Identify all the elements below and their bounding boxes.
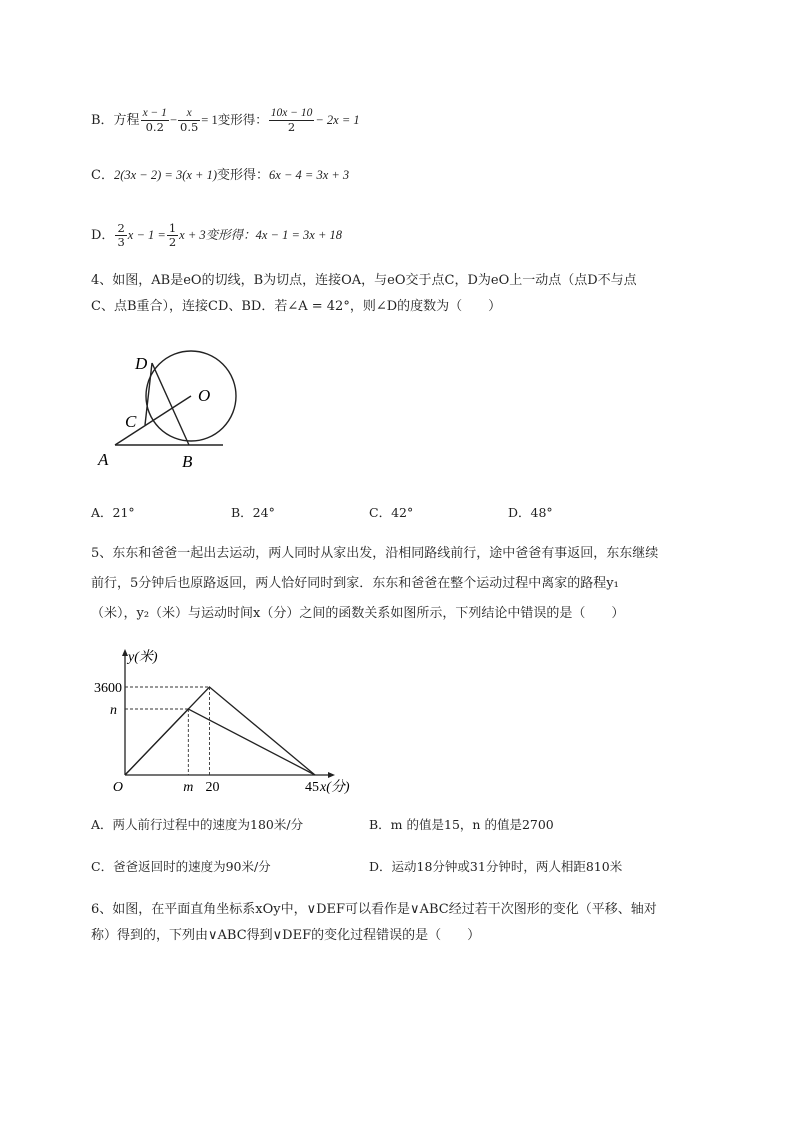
q3-d-part1: x − 1 = — [127, 228, 166, 242]
q3-d-frac2 — [167, 222, 178, 249]
y-axis-label: y(米) — [128, 650, 158, 665]
segment-db — [152, 363, 189, 445]
q3-c-mid: 变形得： — [217, 168, 270, 183]
q3-d-part2: x + 3变形得： — [179, 228, 256, 242]
q3-d-frac1 — [115, 222, 126, 249]
q3-b-frac2-num: x — [178, 107, 200, 121]
q3-b-frac3 — [269, 107, 315, 134]
q3-d-frac2-den: 2 — [168, 235, 177, 249]
label-b: B — [182, 452, 193, 470]
label-o: O — [198, 386, 211, 405]
q3-d-frac2-num: 1 — [168, 221, 177, 235]
q4-line-2: C、点B重合），连接CD、BD．若∠A = 42°，则∠D的度数为（ ） — [91, 299, 502, 314]
q5-option-c: C．爸爸返回时的速度为90米/分 — [91, 859, 271, 874]
q3-b-prefix: B．方程 — [91, 113, 140, 128]
q5-line-3: （米），y₂（米）与运动时间x（分）之间的函数关系如图所示，下列结论中错误的是（ ） — [91, 606, 625, 621]
q4-option-d: D．48° — [508, 505, 553, 520]
q3-d-prefix: D． — [91, 228, 115, 243]
q3-b-tail: − 2x = 1 — [315, 113, 360, 127]
q4-line-1: 4、如图，AB是eO的切线，B为切点，连接OA，与eO交于点C，D为eO上一动点（点D不与点 — [91, 273, 637, 288]
q3-b-frac3-num: 10x − 10 — [270, 107, 313, 119]
origin-label: O — [112, 780, 123, 795]
series-line-1 — [125, 687, 315, 775]
q5-line-1: 5、东东和爸爸一起出去运动，两人同时从家出发，沿相同路线前行，途中爸爸有事返回，东东继续 — [91, 546, 659, 561]
label-a: A — [98, 450, 109, 469]
q3-d-frac1-num: 2 — [117, 221, 125, 235]
q4-option-b: B．24° — [231, 505, 275, 520]
q3-option-d — [91, 222, 342, 249]
q3-b-frac1-den: 0.2 — [145, 120, 164, 134]
x-axis-label: x(分) — [320, 780, 350, 795]
q6-line-1: 6、如图，在平面直角坐标系xOy中，∨DEF可以看作是∨ABC经过若干次图形的变化（平移、轴对 — [91, 902, 657, 917]
q3-b-frac1-num: x − 1 — [142, 107, 167, 119]
q3-c-prefix: C． — [91, 168, 114, 183]
q3-b-eq: = 1变形得： — [201, 113, 268, 127]
q4-circle-figure — [95, 345, 245, 470]
q3-b-frac3-den: 2 — [287, 120, 296, 134]
q4-option-c: C．42° — [369, 505, 414, 520]
q3-c-equation: 2(3x − 2) = 3(x + 1) — [113, 168, 218, 182]
x-axis-arrow — [328, 772, 335, 778]
q3-d-frac1-den: 3 — [117, 235, 125, 249]
q3-option-b — [91, 107, 360, 134]
series-line-2 — [125, 709, 315, 775]
x-tick-45: 45 — [305, 780, 319, 795]
x-tick-20: 20 — [205, 780, 220, 795]
y-tick-n: n — [110, 703, 117, 718]
q3-b-minus: − — [169, 113, 177, 127]
label-c: C — [125, 412, 137, 431]
q3-d-result: 4x − 1 = 3x + 18 — [255, 228, 343, 242]
q5-option-b: B．m 的值是15，n 的值是2700 — [369, 817, 554, 832]
q5-option-d: D．运动18分钟或31分钟时，两人相距810米 — [369, 859, 623, 874]
q4-option-a: A．21° — [91, 505, 135, 520]
q3-b-frac2 — [178, 107, 200, 134]
q3-b-frac1 — [141, 107, 169, 134]
label-d: D — [135, 354, 148, 373]
q3-option-c — [91, 166, 349, 185]
q3-b-frac2-den: 0.5 — [180, 120, 199, 134]
q3-c-result: 6x − 4 = 3x + 3 — [269, 168, 350, 182]
q5-line-2: 前行，5分钟后也原路返回，两人恰好同时到家．东东和爸爸在整个运动过程中离家的路程y₁ — [91, 576, 619, 591]
q6-line-2: 称）得到的，下列由∨ABC得到∨DEF的变化过程错误的是（ ） — [91, 928, 481, 943]
x-tick-m: m — [183, 780, 194, 795]
q5-option-a: A．两人前行过程中的速度为180米/分 — [91, 817, 304, 832]
y-tick-3600: 3600 — [94, 681, 122, 696]
q5-distance-time-chart — [85, 645, 365, 800]
